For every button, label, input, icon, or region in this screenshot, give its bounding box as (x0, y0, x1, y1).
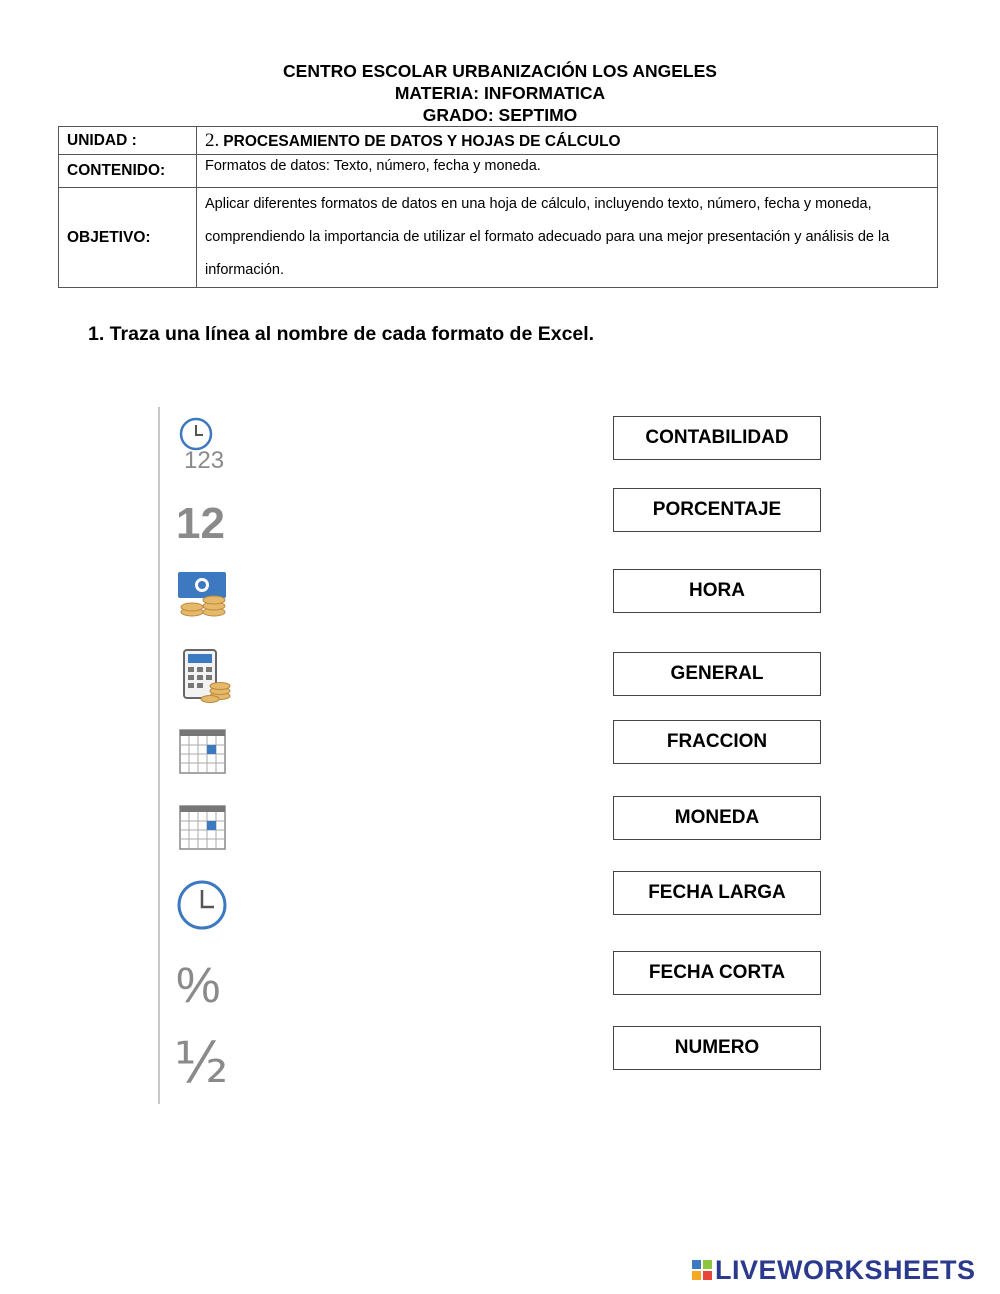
option-fecha-larga[interactable]: FECHA LARGA (613, 871, 821, 915)
icon-half-text: ½ (174, 1031, 229, 1090)
option-porcentaje[interactable]: PORCENTAJE (613, 488, 821, 532)
long-date-calendar-icon[interactable] (174, 798, 234, 860)
option-numero[interactable]: NUMERO (613, 1026, 821, 1070)
percentage-icon[interactable] (174, 950, 234, 1012)
grade: GRADO: SEPTIMO (422, 105, 578, 125)
school-name: CENTRO ESCOLAR URBANIZACIÓN LOS ANGELES (283, 61, 717, 81)
objetivo-value: Aplicar diferentes formatos de datos en una hoja de cálculo, incluyendo texto, número, fecha y moneda, comprendiendo la importancia de utilizar el formato adecuado para una mejor presentación y análisis de la información. (197, 188, 938, 288)
unidad-label: UNIDAD : (59, 127, 197, 155)
contenido-label: CONTENIDO: (59, 155, 197, 188)
liveworksheets-logo[interactable] (692, 1252, 976, 1288)
unidad-value (197, 127, 938, 155)
option-fraccion[interactable]: FRACCION (613, 720, 821, 764)
unidad-title: PROCESAMIENTO DE DATOS Y HOJAS DE CÁLCULO (223, 132, 621, 150)
option-hora[interactable]: HORA (613, 569, 821, 613)
icon-12-text: 12 (176, 499, 225, 548)
ribbon-divider (158, 407, 160, 1104)
icon-123-text: 123 (184, 447, 225, 474)
accounting-icon[interactable] (174, 646, 234, 708)
time-clock-icon[interactable] (174, 874, 234, 936)
short-date-calendar-icon[interactable] (174, 722, 234, 784)
fraction-icon[interactable] (174, 1028, 234, 1090)
general-clock-123-icon[interactable] (174, 414, 234, 476)
objetivo-label: OBJETIVO: (59, 188, 197, 288)
document-header (0, 60, 1000, 126)
unidad-number: 2. (205, 129, 220, 151)
number-12-icon[interactable] (174, 490, 234, 552)
option-fecha-corta[interactable]: FECHA CORTA (613, 951, 821, 995)
option-moneda[interactable]: MONEDA (613, 796, 821, 840)
info-table (58, 126, 938, 288)
question-1: 1. Traza una línea al nombre de cada formato de Excel. (88, 323, 595, 345)
logo-text: LIVEWORKSHEETS (715, 1254, 976, 1285)
logo-mark-icon (692, 1260, 712, 1280)
option-contabilidad[interactable]: CONTABILIDAD (613, 416, 821, 460)
option-general[interactable]: GENERAL (613, 652, 821, 696)
icon-percent-text: % (176, 957, 221, 1012)
currency-icon[interactable] (174, 566, 234, 628)
contenido-value: Formatos de datos: Texto, número, fecha y moneda. (197, 155, 938, 188)
subject: MATERIA: INFORMATICA (394, 83, 606, 103)
